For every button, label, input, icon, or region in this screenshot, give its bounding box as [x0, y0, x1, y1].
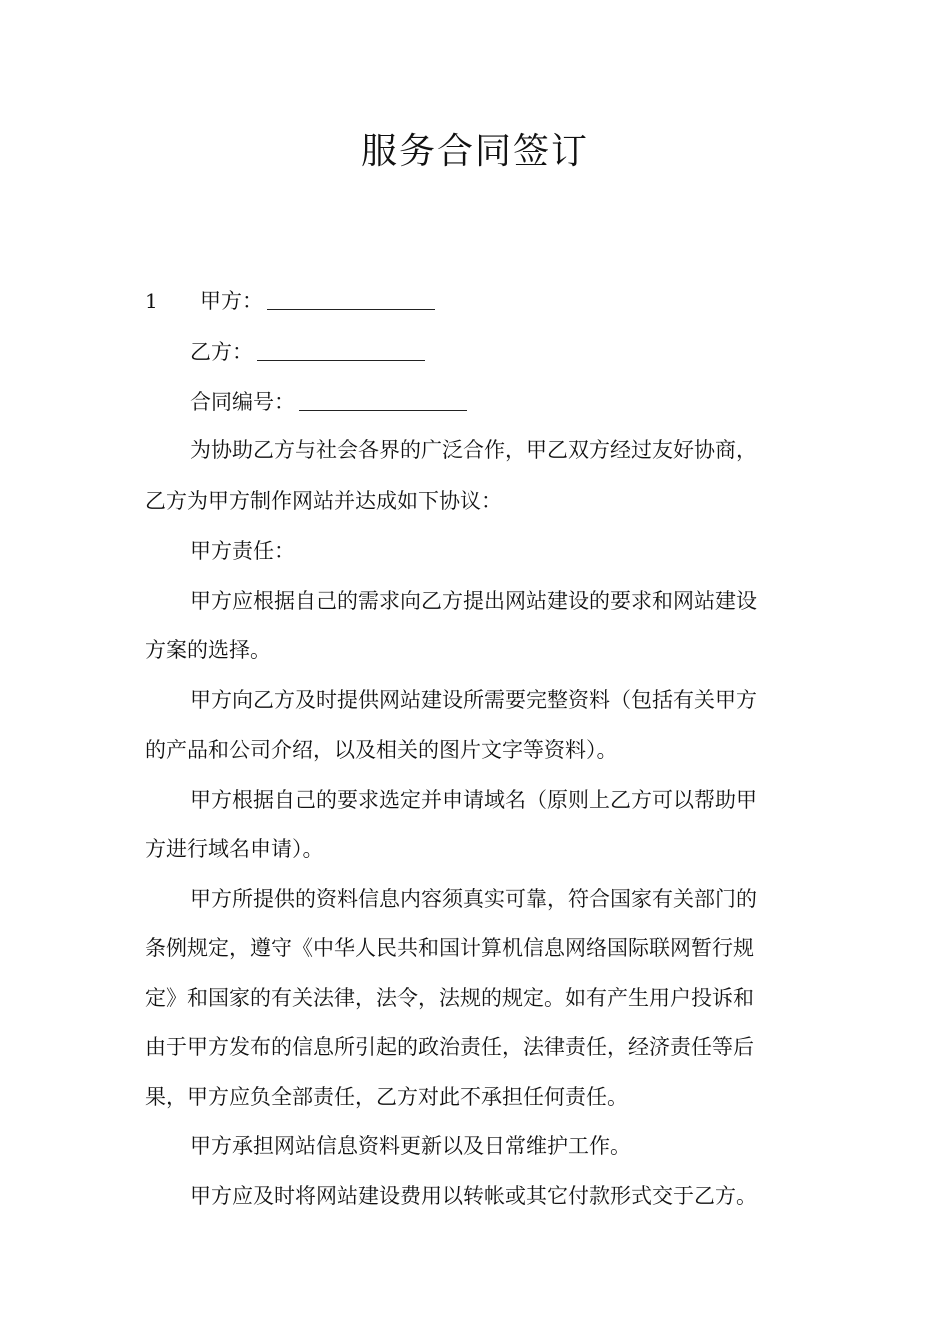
p4-line-3: 定》和国家的有关法律，法令，法规的规定。如有产生用户投诉和: [145, 986, 754, 1010]
party-a-field: [200, 286, 435, 316]
party-b-blank: [257, 340, 425, 361]
intro-line-1: 为协助乙方与社会各界的广泛合作，甲乙双方经过友好协商，: [190, 438, 757, 462]
contract-no-field: [190, 387, 467, 417]
document-title: 服务合同签订: [360, 131, 589, 172]
p4-line-5: 果，甲方应负全部责任，乙方对此不承担任何责任。: [145, 1085, 628, 1109]
contract-no-label: 合同编号：: [190, 390, 295, 414]
p2-line-1: 甲方向乙方及时提供网站建设所需要完整资料（包括有关甲方: [190, 688, 757, 712]
party-b-label: 乙方：: [190, 340, 253, 364]
intro-line-2: 乙方为甲方制作网站并达成如下协议：: [145, 489, 502, 513]
party-a-label: 甲方：: [200, 289, 263, 313]
contract-no-blank: [299, 390, 467, 411]
p1-line-1: 甲方应根据自己的需求向乙方提出网站建设的要求和网站建设: [190, 589, 757, 613]
item-number: 1: [145, 289, 158, 313]
p5-line-1: 甲方承担网站信息资料更新以及日常维护工作。: [190, 1134, 631, 1158]
p3-line-1: 甲方根据自己的要求选定并申请域名（原则上乙方可以帮助甲: [190, 788, 757, 812]
responsibility-heading: 甲方责任：: [190, 539, 295, 563]
p4-line-4: 由于甲方发布的信息所引起的政治责任，法律责任，经济责任等后: [145, 1035, 754, 1059]
party-b-field: [190, 337, 425, 367]
p4-line-1: 甲方所提供的资料信息内容须真实可靠，符合国家有关部门的: [190, 887, 757, 911]
p1-line-2: 方案的选择。: [145, 638, 271, 662]
party-a-blank: [267, 289, 435, 310]
p2-line-2: 的产品和公司介绍，以及相关的图片文字等资料）。: [145, 738, 618, 762]
p6-line-1: 甲方应及时将网站建设费用以转帐或其它付款形式交于乙方。: [190, 1184, 757, 1208]
p4-line-2: 条例规定，遵守《中华人民共和国计算机信息网络国际联网暂行规: [145, 936, 754, 960]
p3-line-2: 方进行域名申请）。: [145, 837, 324, 861]
